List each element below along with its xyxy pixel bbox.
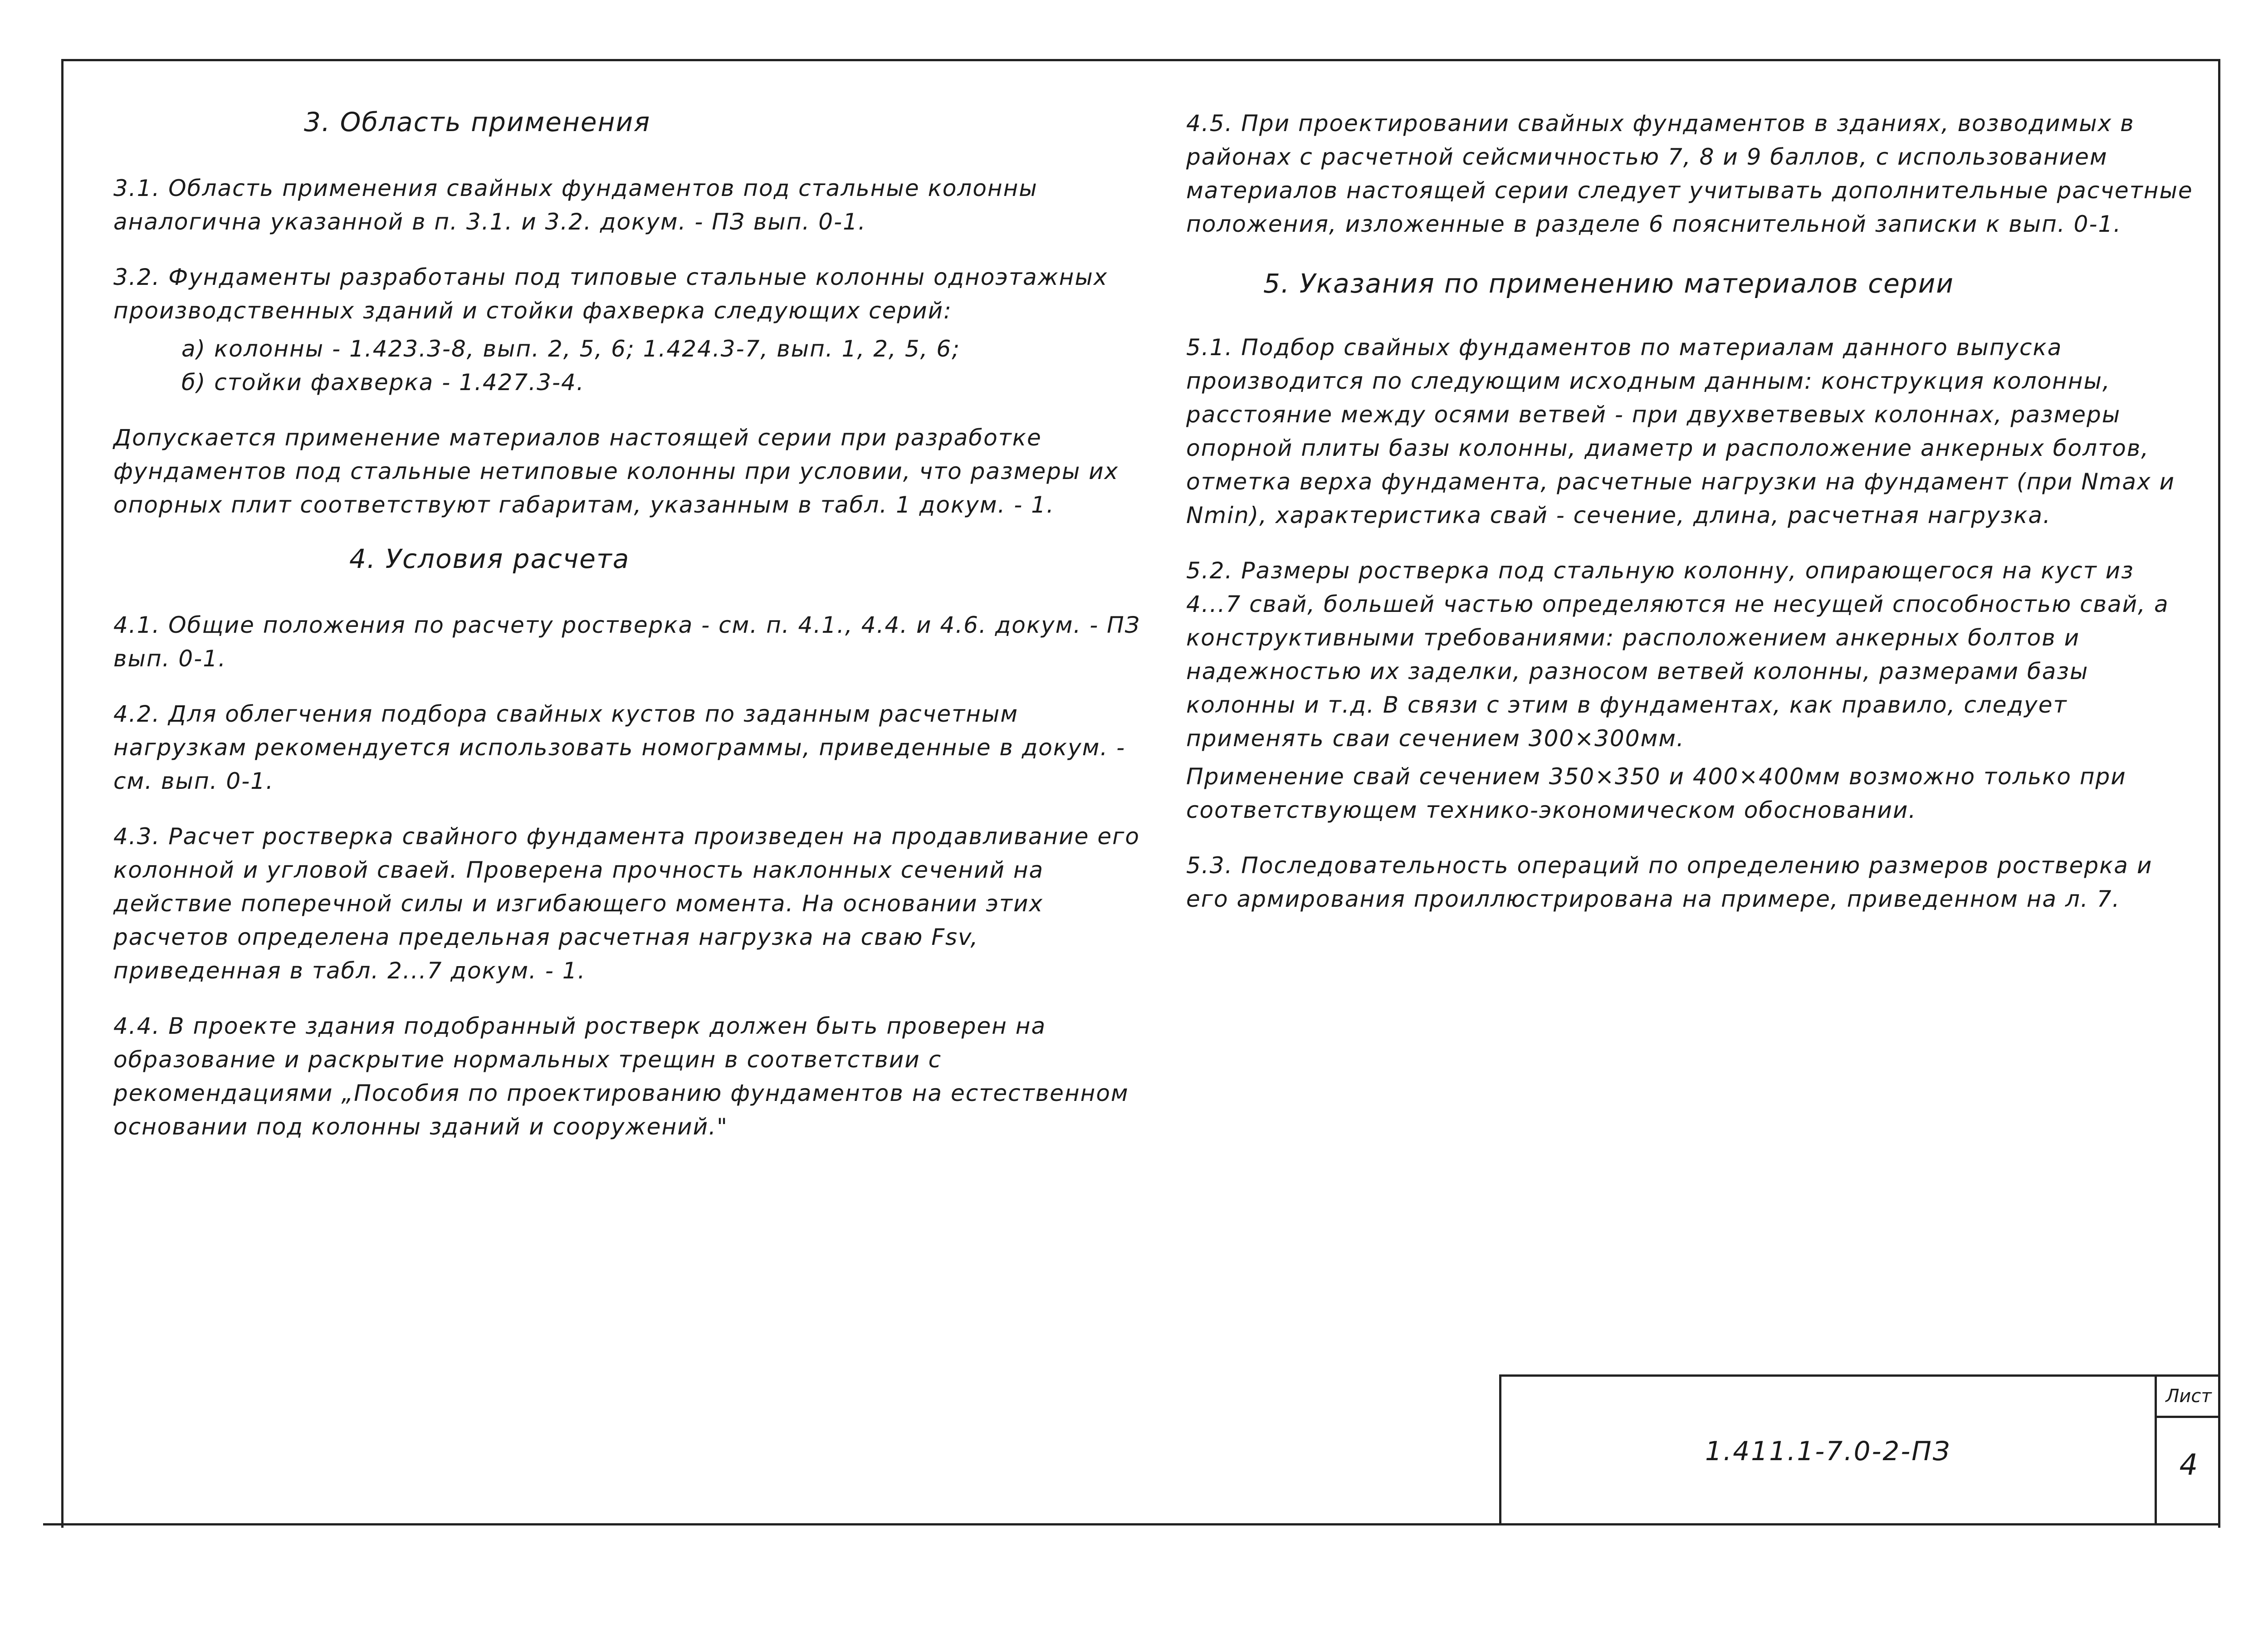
section-5-heading: 5. Указания по применению материалов серии: [1263, 268, 1954, 299]
paragraph-5-3: 5.3. Последовательность операций по определению размеров ростверка и его армирования проиллюстрирована на примере, приведенном на л. 7.: [1186, 852, 2153, 912]
paragraph-4-3: 4.3. Расчет ростверка свайного фундамента произведен на продавливание его колонной и угловой сваей. Проверена прочность наклонных сечений на действие поперечной силы и изгибающего момента. На основании этих расчетов определена предельная расчетная нагрузка на сваю Fsv, приведенная в табл. 2...7 докум. - 1.: [113, 823, 1140, 984]
paragraph-3-1: 3.1. Область применения свайных фундаментов под стальные колонны аналогична указанной в п. 3.1. и 3.2. докум. - ПЗ вып. 0-1.: [113, 175, 1038, 235]
right-column: [1186, 107, 2193, 938]
sheet-label: Лист: [2157, 1377, 2220, 1418]
paragraph-3-2: 3.2. Фундаменты разработаны под типовые стальные колонны одноэтажных производственных зданий и стойки фахверка следующих серий:: [113, 264, 1108, 324]
paragraph-4-1: 4.1. Общие положения по расчету ростверка - см. п. 4.1., 4.4. и 4.6. докум. - ПЗ вып. 0-1.: [113, 612, 1140, 672]
paragraph-4-5: 4.5. При проектировании свайных фундаментов в зданиях, возводимых в районах с расчетной сейсмичностью 7, 8 и 9 баллов, с использованием материалов настоящей серии следует учитывать дополнительные расчетные положения, изложенные в разделе 6 пояснительной записки к вып. 0-1.: [1186, 110, 2193, 237]
document-code: 1.411.1-7.0-2-ПЗ: [1705, 1436, 1951, 1467]
section-3-heading: 3. Область применения: [304, 107, 651, 137]
sheet-number: 4: [2179, 1448, 2198, 1482]
paragraph-4-2: 4.2. Для облегчения подбора свайных кустов по заданным расчетным нагрузкам рекомендуется использовать номограммы, приведенные в докум. - см. вып. 0-1.: [113, 701, 1126, 794]
paragraph-3-3: Допускается применение материалов настоящей серии при разработке фундаментов под стальные нетиповые колонны при условии, что размеры их опорных плит соответствуют габаритам, указанным в табл. 1 докум. - 1.: [113, 425, 1119, 518]
paragraph-5-2-continuation: Применение свай сечением 350×350 и 400×400мм возможно только при соответствующем технико-экономическом обосновании.: [1186, 763, 2126, 823]
section-4-heading: 4. Условия расчета: [349, 543, 630, 574]
title-block: [1499, 1374, 2218, 1525]
paragraph-5-2: 5.2. Размеры ростверка под стальную колонну, опирающегося на куст из 4...7 свай, большей частью определяются не несущей способностью свай, а конструктивными требованиями: расположением анкерных болтов и надежностью их заделки, разносом ветвей колонны, размерами базы колонны и т.д. В связи с этим в фундаментах, как правило, следует применять сваи сечением 300×300мм.: [1186, 557, 2169, 752]
left-column: [113, 107, 1143, 1165]
paragraph-5-1: 5.1. Подбор свайных фундаментов по материалам данного выпуска производится по следующим исходным данным: конструкция колонны, расстояние между осями ветвей - при двухветвевых колоннах, размеры опорной плиты базы колонны, диаметр и расположение анкерных болтов, отметка верха фундамента, расчетные нагрузки на фундамент (при Nmax и Nmin), характеристика свай - сечение, длина, расчетная нагрузка.: [1186, 334, 2175, 528]
paragraph-4-4: 4.4. В проекте здания подобранный ростверк должен быть проверен на образование и раскрытие нормальных трещин в соответствии с рекомендациями „Пособия по проектированию фундаментов на естественном основании под колонны зданий и сооружений.": [113, 1013, 1129, 1140]
sheet-cell: [2155, 1377, 2220, 1525]
paragraph-3-2-item-b: б) стойки фахверка - 1.427.3-4.: [181, 369, 585, 396]
paragraph-3-2-item-a: а) колонны - 1.423.3-8, вып. 2, 5, 6; 1.424.3-7, вып. 1, 2, 5, 6;: [181, 336, 961, 362]
